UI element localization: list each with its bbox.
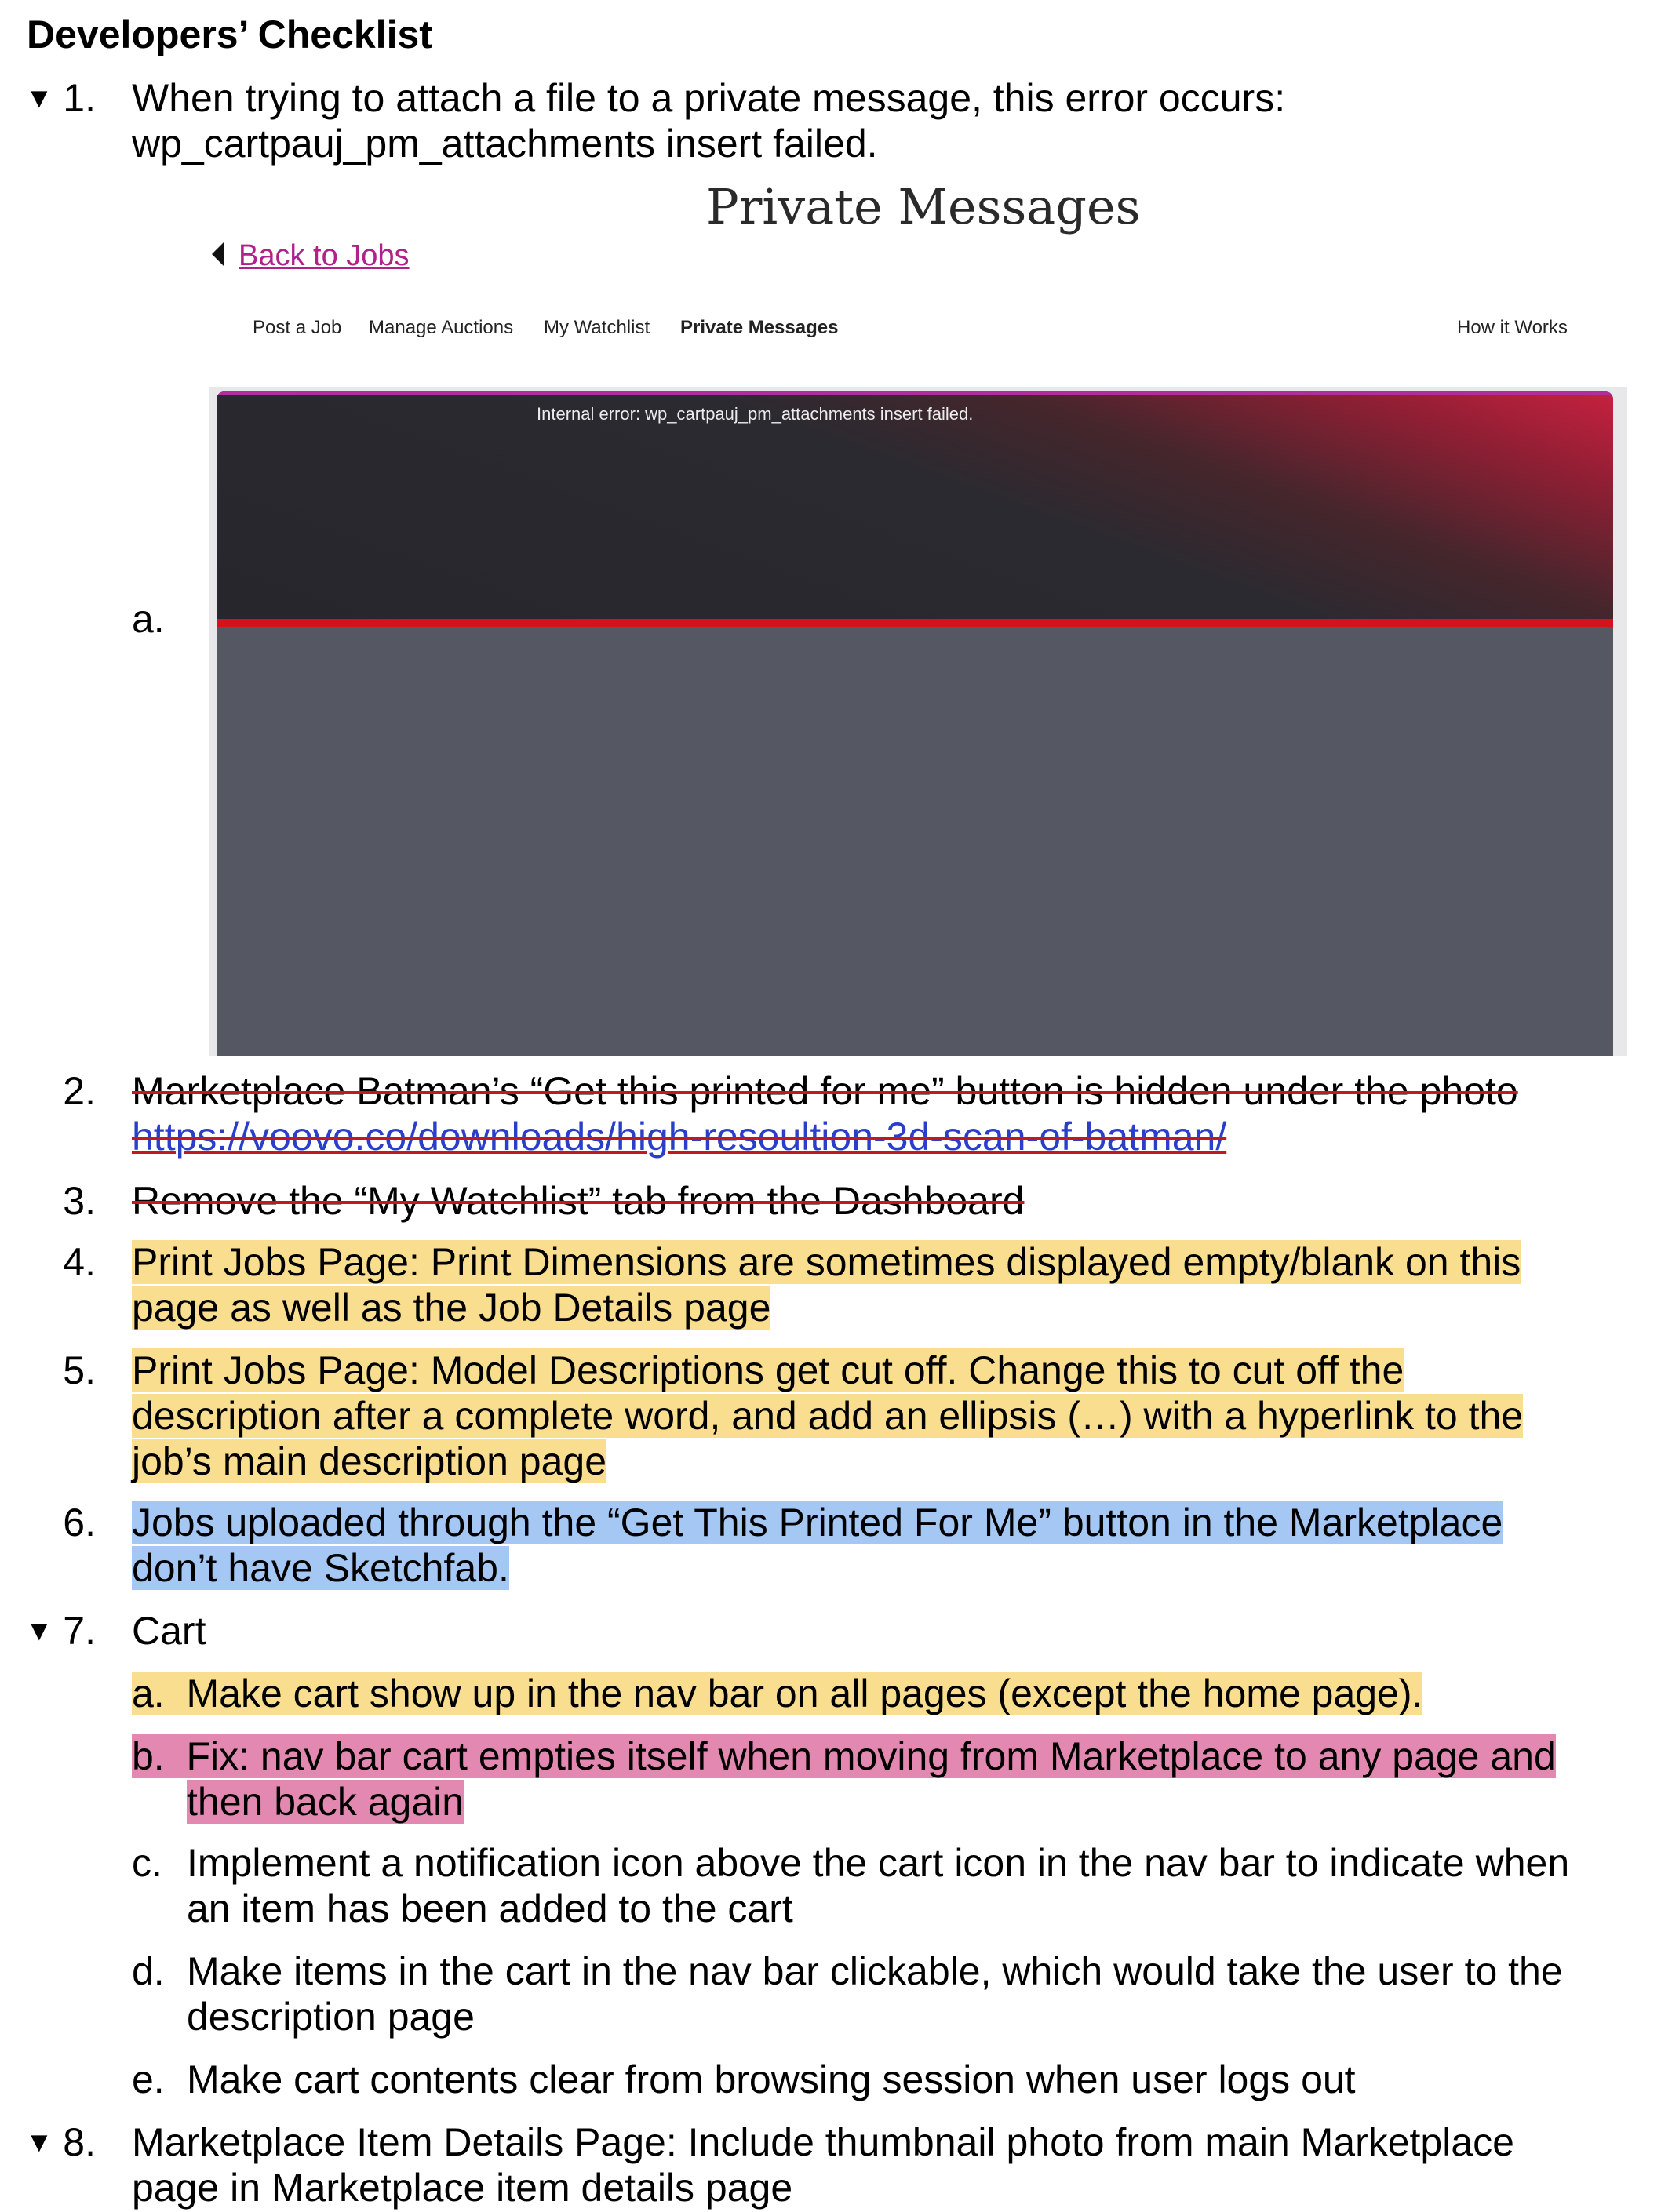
item-number: 6.: [63, 1501, 96, 1544]
sub-item-text: Implement a notification icon above the cart icon in the nav bar to indicate when an item has been added to the cart: [187, 1841, 1570, 1930]
item-text: Remove the “My Watchlist” tab from the Dashboard: [132, 1179, 1025, 1223]
error-panel: [217, 391, 1613, 1056]
back-to-jobs-link[interactable]: Back to Jobs: [212, 237, 410, 275]
item-number: 2.: [63, 1069, 96, 1113]
item-text: Print Jobs Page: Print Dimensions are sometimes displayed empty/blank on this page as well as the Job Details page: [132, 1240, 1521, 1330]
disclosure-triangle-icon[interactable]: ▼: [25, 82, 53, 114]
disclosure-triangle-icon[interactable]: ▼: [25, 2126, 53, 2158]
sub-item-letter: a.: [132, 597, 165, 641]
sub-item-letter: d.: [132, 1949, 165, 1993]
back-arrow-icon: [212, 242, 224, 267]
nav-post-a-job[interactable]: Post a Job: [253, 317, 342, 338]
item-text: Jobs uploaded through the “Get This Printed For Me” button in the Marketplace don’t have Sketchfab.: [132, 1501, 1503, 1590]
sub-item-letter: e.: [132, 2057, 165, 2101]
nav-how-it-works[interactable]: How it Works: [1457, 317, 1568, 338]
item-text: Marketplace Item Details Page: Include thumbnail photo from main Marketplace page in Marketplace item details page: [132, 2120, 1514, 2210]
item-number: 3.: [63, 1179, 96, 1223]
sub-item-text: Fix: nav bar cart empties itself when moving from Marketplace to any page and: [186, 1734, 1556, 1778]
item-text: When trying to attach a file to a private message, this error occurs: wp_cartpauj_pm_attachments insert failed.: [132, 76, 1286, 166]
batman-link[interactable]: https://voovo.co/downloads/high-resoultion-3d-scan-of-batman/: [132, 1115, 1227, 1159]
error-message: Internal error: wp_cartpauj_pm_attachments insert failed.: [537, 404, 974, 424]
sub-item-text: Make cart show up in the nav bar on all pages (except the home page).: [186, 1672, 1423, 1715]
sub-item-letter: a.: [132, 1672, 165, 1715]
nav-my-watchlist[interactable]: My Watchlist: [544, 317, 650, 338]
item-number: 7.: [63, 1609, 96, 1653]
nav-private-messages[interactable]: Private Messages: [680, 317, 839, 338]
sub-item-letter: c.: [132, 1841, 162, 1885]
item-number: 4.: [63, 1240, 96, 1284]
item-text: Marketplace Batman’s “Get this printed for me” button is hidden under the photo https://voovo.co/downloads/high-resoultion-3d-scan-of-batman/: [132, 1069, 1518, 1159]
sub-item-text: Make items in the cart in the nav bar clickable, which would take the user to the description page: [187, 1949, 1563, 2039]
nav-manage-auctions[interactable]: Manage Auctions: [369, 317, 514, 338]
item-text: Cart: [132, 1609, 206, 1653]
item-text: Print Jobs Page: Model Descriptions get cut off. Change this to cut off the description after a complete word, and add an ellipsis (…) with a hyperlink to the job’s main description page: [132, 1348, 1524, 1483]
panel-red-divider: [217, 619, 1613, 627]
sub-item-letter: b.: [132, 1734, 165, 1778]
item-number: 1.: [63, 76, 96, 120]
disclosure-triangle-icon[interactable]: ▼: [25, 1614, 53, 1646]
screenshot-page-title: Private Messages: [706, 178, 1141, 235]
sub-item-text: Make cart contents clear from browsing session when user logs out: [187, 2057, 1356, 2101]
panel-top-border: [217, 391, 1613, 395]
item-number: 8.: [63, 2120, 96, 2164]
document-title: Developers’ Checklist: [27, 13, 432, 56]
item-number: 5.: [63, 1348, 96, 1392]
panel-header: [217, 391, 1613, 619]
